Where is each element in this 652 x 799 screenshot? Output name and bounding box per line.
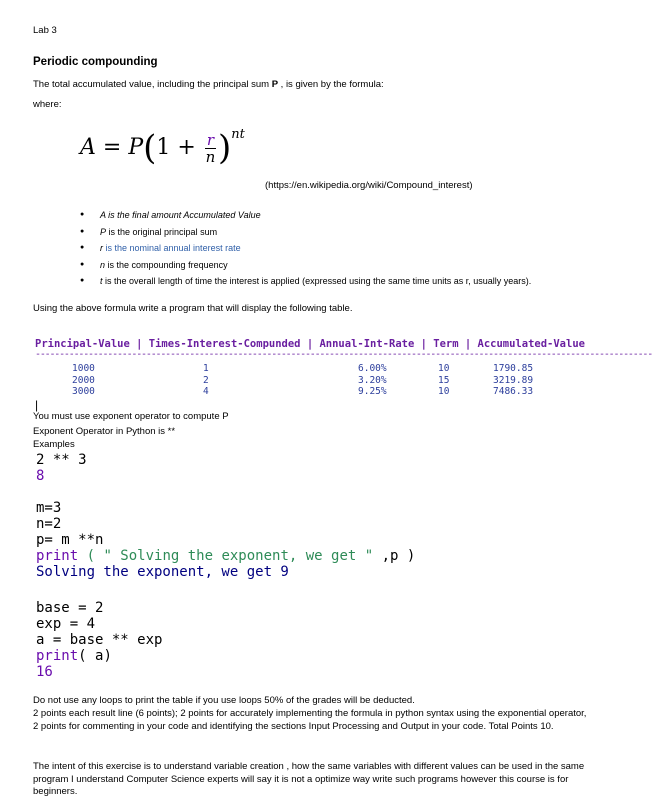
list-item: ● t is the overall length of time the interest is applied (expressed using the same time units as r, usually years). — [80, 273, 531, 290]
intro-text — [33, 79, 384, 90]
text-cursor: | — [35, 398, 39, 412]
variable-list — [80, 207, 531, 290]
table-cell: 3219.89 — [493, 374, 534, 386]
print-tail: ,p ) — [381, 548, 416, 564]
table-divider: -------------------------------------------------------------------------------------------------------------------------------- — [35, 349, 652, 360]
section-title: Periodic compounding — [33, 56, 158, 68]
example2-line1: m=3 — [36, 500, 62, 516]
list-item: ● A is the final amount Accumulated Value — [80, 207, 531, 224]
example2-line2: n=2 — [36, 516, 62, 532]
table-header: Principal-Value | Times-Interest-Compunded | Annual-Int-Rate | Term | Accumulated-Value — [35, 338, 585, 350]
list-item: ● P is the original principal sum — [80, 224, 531, 241]
example2-print — [36, 548, 415, 564]
formula-denominator: n — [205, 147, 216, 166]
print-args: ( " Solving the exponent, we get " — [78, 548, 382, 564]
list-item: ● n is the compounding frequency — [80, 257, 531, 274]
table-row: 3000 — [72, 386, 95, 397]
example2-output: Solving the exponent, we get 9 — [36, 564, 289, 580]
formula-one-plus: 1 + — [156, 135, 196, 160]
example2-line3: p= m **n — [36, 532, 104, 548]
example3-line1: base = 2 — [36, 600, 104, 616]
paragraph-intent: The intent of this exercise is to understand variable creation , how the same variables with different values can be used in the same program I understand Computer Science experts will say it is not a optimize way write such programs however this course is for beginners. — [33, 761, 585, 797]
table-cell: 2 — [203, 374, 209, 386]
source-link[interactable]: (https://en.wikipedia.org/wiki/Compound_interest) — [265, 180, 473, 191]
formula-numerator: r — [206, 130, 215, 149]
instruction-text: Using the above formula write a program that will display the following table. — [33, 303, 353, 314]
note-line-3: Examples — [33, 439, 75, 450]
note-line-1: You must use exponent operator to compute P — [33, 411, 229, 422]
example1-result: 8 — [36, 468, 45, 484]
formula-eq: = — [102, 135, 122, 160]
table-cell: 10 — [438, 386, 450, 397]
table-cell: 4 — [203, 386, 209, 397]
intro-text-end: , is given by the formula: — [278, 79, 384, 90]
list-item: ● r is the nominal annual interest rate — [80, 240, 531, 257]
print-keyword: print — [36, 548, 79, 564]
paragraph-loops: Do not use any loops to print the table if you use loops 50% of the grades will be deducted. — [33, 695, 415, 706]
example3-print — [36, 648, 112, 664]
intro-text-start: The total accumulated value, including the principal sum — [33, 79, 272, 90]
example3-result: 16 — [36, 664, 53, 680]
intro-bold-p: P — [271, 79, 279, 90]
where-label: where: — [33, 99, 62, 110]
table-row: 2000 — [72, 374, 95, 386]
paragraph-points: 2 points each result line (6 points); 2 points for accurately implementing the formula in python syntax using the exponential operator, 2 points for commenting in your code and identifying the sections Input Processing and Output in your code. Total Points 10. — [33, 708, 587, 732]
compound-formula: A = P(1 + $\frac{r}{n}$ )$^{nt}$ — [80, 127, 245, 168]
example1-code: 2 ** 3 — [36, 452, 87, 468]
formula-p: P — [128, 135, 144, 160]
table-cell: 7486.33 — [493, 386, 534, 397]
table-row: 1000 — [72, 363, 95, 374]
table-cell: 1790.85 — [493, 363, 534, 374]
formula-a: A — [80, 135, 96, 160]
formula-exponent: nt — [231, 127, 245, 142]
table-cell: 10 — [438, 363, 450, 374]
formula-fraction — [205, 132, 216, 165]
example3-line2: exp = 4 — [36, 616, 96, 632]
print-args: ( a) — [78, 648, 112, 664]
example3-line3: a = base ** exp — [36, 632, 163, 648]
table-cell: 6.00% — [358, 363, 387, 374]
table-cell: 9.25% — [358, 386, 387, 397]
lab-label: Lab 3 — [33, 25, 57, 36]
table-cell: 3.20% — [358, 374, 387, 386]
table-cell: 15 — [438, 374, 450, 386]
print-keyword: print — [36, 648, 79, 664]
note-line-2: Exponent Operator in Python is ** — [33, 426, 176, 437]
table-cell: 1 — [203, 363, 209, 374]
